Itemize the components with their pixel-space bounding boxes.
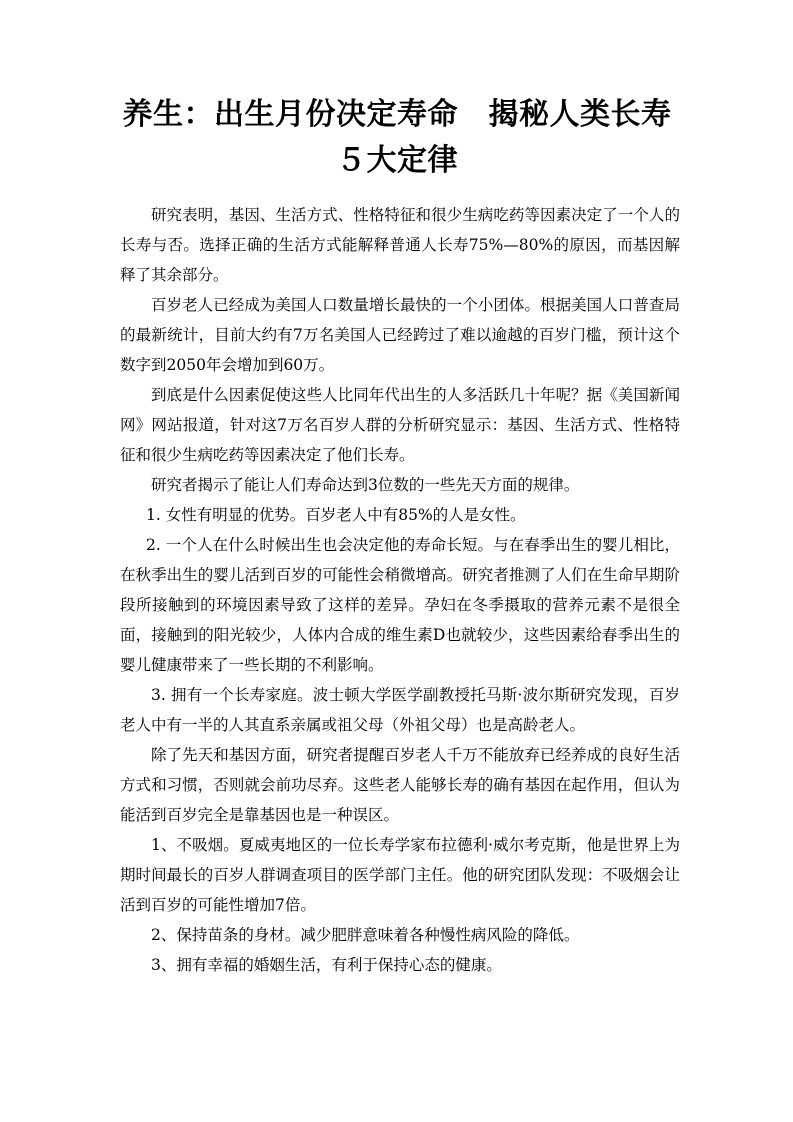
paragraph-innate-rules: 研究者揭示了能让人们寿命达到3位数的一些先天方面的规律。	[151, 476, 580, 494]
paragraph-centenarian-group: 百岁老人已经成为美国人口数量增长最快的一个小团体。根据美国人口普查局的最新统计，目前大约有7万名美国人已经跨过了难以逾越的百岁门槛，预计这个数字到2050年会增加到60万。	[120, 296, 680, 374]
document-title: 养生：出生月份决定寿命 揭秘人类长寿５大定律	[122, 97, 672, 178]
paragraph-lifestyle: 除了先天和基因方面，研究者提醒百岁老人千万不能放弃已经养成的良好生活方式和习惯，否则就会前功尽弃。这些老人能够长寿的确有基因在起作用，但认为能活到百岁完全是靠基因也是一种误区。	[120, 746, 680, 824]
document-body	[120, 200, 680, 980]
paragraph-habit-1: 1、不吸烟。夏威夷地区的一位长寿学家布拉德利·威尔考克斯，他是世界上为期时间最长的百岁人群调查项目的医学部门主任。他的研究团队发现：不吸烟会让活到百岁的可能性增加7倍。	[120, 836, 680, 914]
paragraph-factors: 到底是什么因素促使这些人比同年代出生的人多活跃几十年呢？据《美国新闻网》网站报道，针对这7万名百岁人群的分析研究显示：基因、生活方式、性格特征和很少生病吃药等因素决定了他们长寿。	[120, 386, 680, 464]
paragraph-habit-3: 3、拥有幸福的婚姻生活，有利于保持心态的健康。	[151, 956, 502, 974]
paragraph-rule-1: 1. 女性有明显的优势。百岁老人中有85%的人是女性。	[146, 506, 526, 524]
paragraph-rule-3: 3. 拥有一个长寿家庭。波士顿大学医学副教授托马斯·波尔斯研究发现，百岁老人中有一半的人其直系亲属或祖父母（外祖父母）也是高龄老人。	[120, 686, 680, 734]
paragraph-rule-2: 2. 一个人在什么时候出生也会决定他的寿命长短。与在春季出生的婴儿相比，在秋季出生的婴儿活到百岁的可能性会稍微增高。研究者推测了人们在生命早期阶段所接触到的环境因素导致了这样的差异。孕妇在冬季摄取的营养元素不是很全面，接触到的阳光较少，人体内合成的维生素D也就较少，这些因素给春季出生的婴儿健康带来了一些长期的不利影响。	[120, 536, 680, 674]
paragraph-habit-2: 2、保持苗条的身材。减少肥胖意味着各种慢性病风险的降低。	[151, 926, 580, 944]
paragraph-intro: 研究表明，基因、生活方式、性格特征和很少生病吃药等因素决定了一个人的长寿与否。选择正确的生活方式能解释普通人长寿75%—80%的原因，而基因解释了其余部分。	[120, 206, 680, 284]
